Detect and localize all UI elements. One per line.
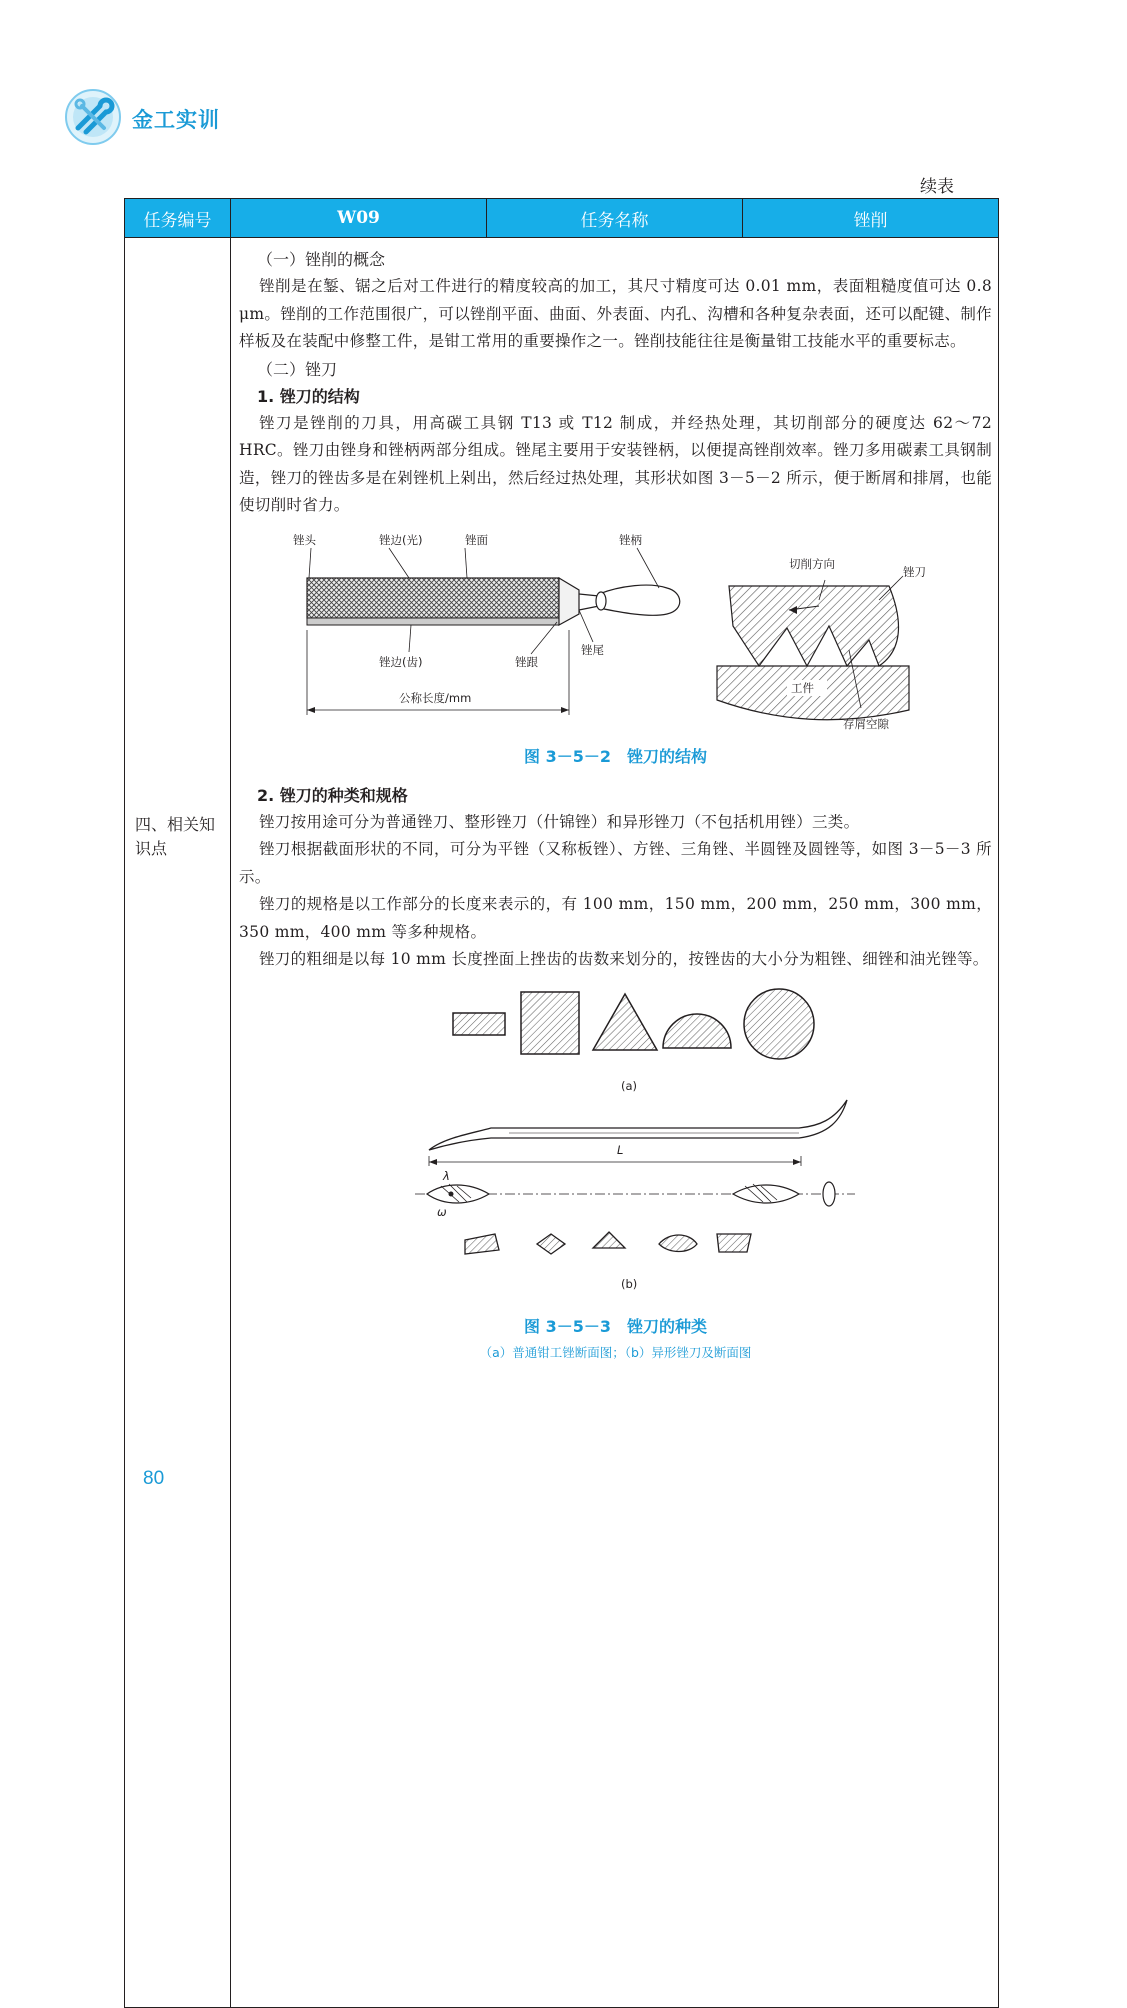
book-title: 金工实训 bbox=[132, 108, 220, 132]
cross-sections-a bbox=[453, 989, 814, 1059]
table-body-row bbox=[125, 238, 999, 2008]
figure-file-structure bbox=[239, 530, 992, 768]
wrench-logo-icon bbox=[64, 88, 122, 146]
figure-file-types bbox=[239, 988, 992, 1360]
label-nominal-length: 公称长度/mm bbox=[399, 690, 472, 705]
section-title: （一）锉削的概念 bbox=[257, 250, 386, 269]
figure-caption: 图 3－5－3 锉刀的种类 bbox=[524, 1316, 707, 1336]
label-a: (a) bbox=[621, 1078, 638, 1093]
label-file: 锉刀 bbox=[903, 564, 926, 579]
table-header-row bbox=[125, 199, 999, 238]
label-file-heel: 锉跟 bbox=[515, 654, 538, 669]
label-length-L: L bbox=[617, 1142, 624, 1157]
label-edge-smooth: 锉边(光) bbox=[379, 532, 423, 547]
paragraph: 锉削是在錾、锯之后对工件进行的精度较高的加工，其尺寸精度可达 0.01 mm，表面粗糙度值可达 0.8 μm。锉削的工作范围很广，可以锉削平面、曲面、外表面、内孔、沟槽和各种复杂表面，还可以配键、制作样板及在装配中修整工件，是钳工常用的重要操作之一。锉削技能往往是衡量钳工技能水平的重要标志。 bbox=[239, 277, 992, 350]
paragraph: 锉刀按用途可分为普通锉刀、整形锉刀（什锦锉）和异形锉刀（不包括机用锉）三类。 bbox=[259, 812, 860, 831]
subsection-title: 2. 锉刀的种类和规格 bbox=[257, 785, 408, 805]
label-workpiece: 工件 bbox=[791, 680, 814, 695]
section-title: （二）锉刀 bbox=[257, 359, 338, 379]
subsection-title: 1. 锉刀的结构 bbox=[257, 386, 360, 406]
label-omega: ω bbox=[437, 1204, 447, 1219]
length-dimension bbox=[307, 707, 569, 713]
label-b: (b) bbox=[621, 1276, 638, 1291]
content-cell bbox=[231, 238, 999, 2008]
label-file-handle: 锉柄 bbox=[619, 532, 642, 547]
figure-caption: 图 3－5－2 锉刀的结构 bbox=[524, 746, 707, 766]
paragraph: 锉刀是锉削的刀具，用高碳工具钢 T13 或 T12 制成，并经热处理，其切削部分的硬度达 62～72 HRC。锉刀由锉身和锉柄两部分组成。锉尾主要用于安装锉柄，以便提高锉削效率。锉刀多用碳素工具钢制造，锉刀的锉齿多是在剁锉机上剁出，然后经过热处理，其形状如图 3－5－2 所示，便于断屑和排屑，也能使切削时省力。 bbox=[239, 413, 992, 514]
label-file-head: 锉头 bbox=[293, 532, 316, 547]
special-file-b bbox=[415, 1100, 855, 1206]
file-structure-drawing bbox=[239, 530, 995, 740]
paragraph: 锉刀的规格是以工作部分的长度来表示的，有 100 mm，150 mm，200 mm，250 mm，300 mm，350 mm，400 mm 等多种规格。 bbox=[239, 895, 992, 941]
label-file-tail: 锉尾 bbox=[581, 642, 604, 657]
paragraph: 锉刀的粗细是以每 10 mm 长度挫面上挫齿的齿数来划分的，按锉齿的大小分为粗锉、细锉和油光锉等。 bbox=[259, 950, 989, 968]
header-task-no-value: W09 bbox=[231, 199, 487, 238]
label-edge-teeth: 锉边(齿) bbox=[379, 654, 423, 669]
task-table bbox=[124, 198, 999, 2008]
cutting-diagram bbox=[717, 576, 909, 720]
header-task-no-label: 任务编号 bbox=[125, 199, 231, 238]
file-body bbox=[307, 578, 680, 625]
header-task-name-value: 锉削 bbox=[743, 199, 999, 238]
figure-subcaption: （a）普通钳工锉断面图；（b）异形锉刀及断面图 bbox=[479, 1344, 752, 1360]
cross-sections-b bbox=[465, 1232, 751, 1254]
page-number: 80 bbox=[143, 1468, 165, 1489]
label-chip-space: 存屑空隙 bbox=[843, 716, 889, 731]
paragraph: 锉刀根据截面形状的不同，可分为平锉（又称板锉）、方锉、三角锉、半圆锉及圆锉等，如图 3－5－3 所示。 bbox=[239, 840, 992, 886]
header-task-name-label: 任务名称 bbox=[487, 199, 743, 238]
label-file-face: 锉面 bbox=[465, 532, 488, 547]
continued-label: 续表 bbox=[920, 177, 954, 197]
file-types-drawing bbox=[239, 988, 995, 1310]
label-lambda: λ bbox=[443, 1168, 450, 1183]
row-label: 四、相关知识点 bbox=[125, 238, 231, 2008]
label-cutting-direction: 切削方向 bbox=[789, 556, 835, 571]
